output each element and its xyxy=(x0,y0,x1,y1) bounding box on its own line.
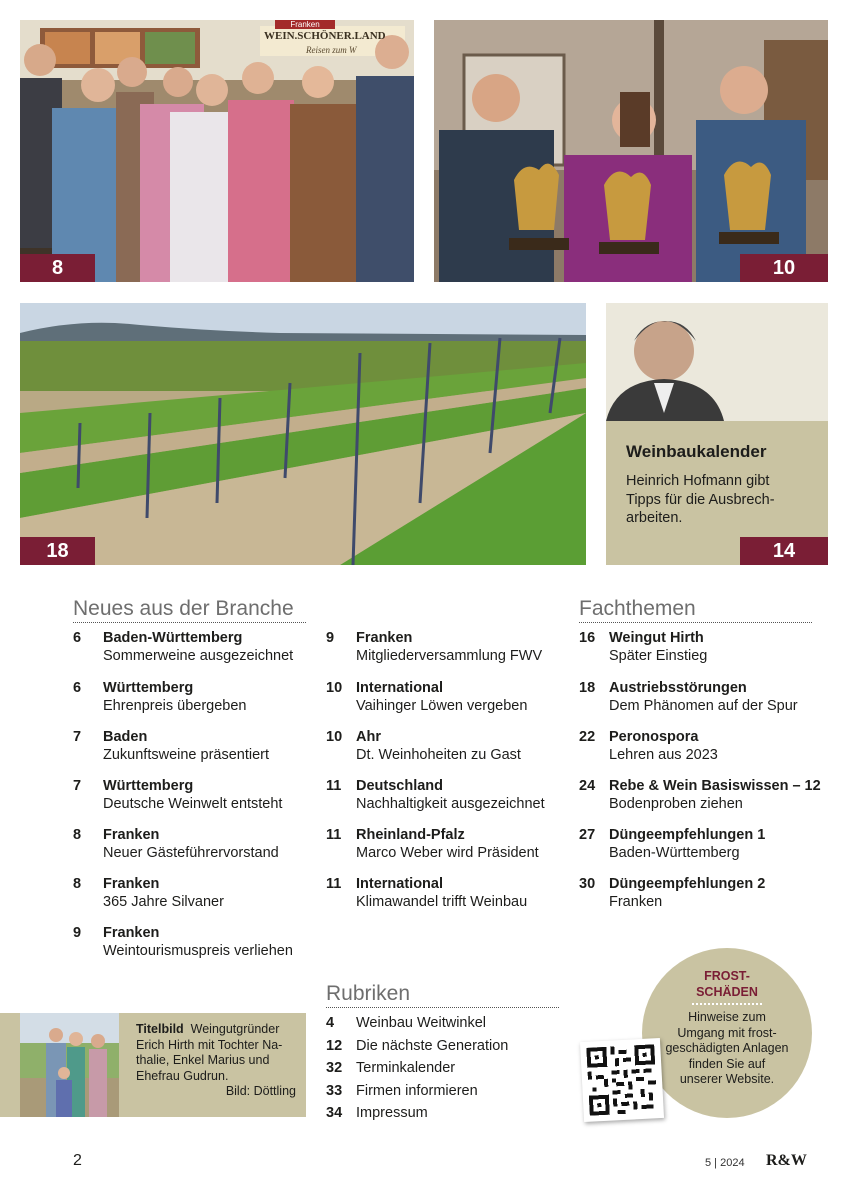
rubrik-page-number: 4 xyxy=(326,1015,335,1031)
toc-description: Weintourismuspreis verliehen xyxy=(103,943,293,959)
toc-description: Zukunftsweine präsentiert xyxy=(103,747,270,763)
toc-page-number: 9 xyxy=(73,925,82,941)
cover-thumbnail-illustration xyxy=(20,1013,119,1117)
page-number: 2 xyxy=(73,1152,82,1169)
toc-category: Franken xyxy=(356,630,413,646)
frost-text-line: Umgang mit frost- xyxy=(677,1025,777,1040)
rubrik-entry[interactable] xyxy=(326,1104,566,1122)
toc-category: Weingut Hirth xyxy=(609,630,704,646)
toc-description: Nachhaltigkeit ausgezeichnet xyxy=(356,796,545,812)
frost-divider xyxy=(692,1003,762,1005)
frost-text-line: geschädigten Anlagen xyxy=(665,1041,789,1055)
cover-text-line: Ehefrau Gudrun. xyxy=(136,1068,229,1083)
toc-description: Lehren aus 2023 xyxy=(609,747,718,763)
toc-entry[interactable] xyxy=(73,629,313,667)
toc-entry[interactable] xyxy=(73,826,313,864)
toc-entry[interactable] xyxy=(326,679,566,717)
toc-category: Franken xyxy=(103,925,160,941)
toc-page-number: 30 xyxy=(579,876,596,892)
frost-text-line: unserer Website. xyxy=(679,1072,775,1086)
frost-title-line: SCHÄDEN xyxy=(696,985,758,999)
toc-page-number: 9 xyxy=(326,630,335,646)
toc-entry[interactable] xyxy=(326,826,566,864)
toc-category: Franken xyxy=(103,827,160,843)
toc-description: Klimawandel trifft Weinbau xyxy=(356,894,528,910)
toc-entry[interactable] xyxy=(73,777,313,815)
toc-page-number: 11 xyxy=(326,827,342,843)
cover-text-line: Erich Hirth mit Tochter Na- xyxy=(136,1037,283,1052)
toc-entry[interactable] xyxy=(579,629,829,667)
rubrik-page-number: 12 xyxy=(326,1038,343,1054)
cover-label: Titelbild xyxy=(136,1022,184,1036)
photo-group-franken xyxy=(20,20,414,282)
toc-category: Austriebsstörungen xyxy=(609,680,747,696)
vineyard-photo-illustration xyxy=(20,303,586,565)
banner-line-1: WEIN.SCHÖNER.LAND xyxy=(264,30,386,42)
toc-category: Peronospora xyxy=(609,729,699,745)
toc-description: Neuer Gästeführervorstand xyxy=(103,845,279,861)
rubrik-entry[interactable] xyxy=(326,1014,566,1032)
photo-vineyard xyxy=(20,303,586,565)
rubrik-title: Impressum xyxy=(356,1105,428,1121)
feature-title: Weinbaukalender xyxy=(626,442,767,461)
rubrik-title: Die nächste Generation xyxy=(356,1038,509,1054)
toc-page-number: 7 xyxy=(73,729,82,745)
cover-info-box xyxy=(0,1013,306,1117)
toc-entry[interactable] xyxy=(579,826,829,864)
toc-page-number: 7 xyxy=(73,778,82,794)
group-photo-illustration xyxy=(20,20,414,282)
toc-description: Bodenproben ziehen xyxy=(609,796,743,812)
toc-description: Franken xyxy=(609,894,663,910)
rubrik-entry[interactable] xyxy=(326,1037,566,1055)
toc-category: Düngeempfehlungen 2 xyxy=(609,876,766,892)
section-title-fachthemen: Fachthemen xyxy=(579,597,812,623)
cover-credit: Bild: Döttling xyxy=(225,1084,296,1098)
toc-page-number: 8 xyxy=(73,876,82,892)
page-badge-10: 10 xyxy=(740,254,828,282)
cover-thumbnail xyxy=(20,1013,119,1117)
toc-category: Deutschland xyxy=(356,778,444,794)
toc-description: Mitgliederversammlung FWV xyxy=(356,648,543,664)
toc-entry[interactable] xyxy=(73,875,313,913)
portrait-illustration xyxy=(606,303,828,421)
toc-page-number: 10 xyxy=(326,729,343,745)
frost-text-line: Hinweise zum xyxy=(688,1010,766,1024)
rubrik-title: Weinbau Weitwinkel xyxy=(356,1015,487,1031)
page-badge-8: 8 xyxy=(20,254,95,282)
banner-line-2: Reisen zum W xyxy=(306,45,357,55)
page-badge-18: 18 xyxy=(20,537,95,565)
toc-entry[interactable] xyxy=(73,679,313,717)
qr-code-icon xyxy=(586,1044,657,1115)
toc-entry[interactable] xyxy=(579,728,829,766)
toc-category: Düngeempfehlungen 1 xyxy=(609,827,766,843)
rubrik-entry[interactable] xyxy=(326,1082,566,1100)
frost-title xyxy=(642,968,812,1000)
portrait-photo xyxy=(606,303,828,421)
toc-entry[interactable] xyxy=(326,629,566,667)
cover-text-line: thalie, Enkel Marius und xyxy=(136,1053,270,1067)
feature-text-line: arbeiten. xyxy=(626,510,683,526)
toc-category: Baden-Württemberg xyxy=(103,630,243,646)
toc-category: Ahr xyxy=(356,729,381,745)
toc-entry[interactable] xyxy=(73,924,313,962)
rubrik-page-number: 34 xyxy=(326,1105,343,1121)
toc-description: Vaihinger Löwen vergeben xyxy=(356,698,528,714)
toc-description: Später Einstieg xyxy=(609,648,708,664)
toc-description: Ehrenpreis übergeben xyxy=(103,698,247,714)
toc-page-number: 11 xyxy=(326,778,342,794)
toc-page-number: 18 xyxy=(579,680,596,696)
cover-caption xyxy=(136,1022,296,1100)
rubrik-page-number: 33 xyxy=(326,1083,343,1099)
toc-category: Württemberg xyxy=(103,680,194,696)
frost-damage-circle[interactable] xyxy=(642,948,812,1118)
frost-text xyxy=(642,1010,812,1088)
toc-category: Württemberg xyxy=(103,778,194,794)
toc-page-number: 22 xyxy=(579,729,596,745)
section-title-branche: Neues aus der Branche xyxy=(73,597,306,623)
toc-category: Baden xyxy=(103,729,148,745)
rubrik-page-number: 32 xyxy=(326,1060,343,1076)
toc-page-number: 10 xyxy=(326,680,343,696)
page-badge-14: 14 xyxy=(740,537,828,565)
toc-description: Dt. Weinhoheiten zu Gast xyxy=(356,747,521,763)
toc-description: Dem Phänomen auf der Spur xyxy=(609,698,798,714)
toc-description: 365 Jahre Silvaner xyxy=(103,894,224,910)
toc-category: Franken xyxy=(103,876,160,892)
toc-entry[interactable] xyxy=(73,728,313,766)
toc-page-number: 11 xyxy=(326,876,342,892)
toc-page-number: 8 xyxy=(73,827,82,843)
qr-code[interactable] xyxy=(580,1038,664,1122)
rubrik-title: Firmen informieren xyxy=(356,1083,478,1099)
photo-trophy-winners xyxy=(434,20,828,282)
toc-description: Sommerweine ausgezeichnet xyxy=(103,648,294,664)
trophy-photo-illustration xyxy=(434,20,828,282)
toc-entry[interactable] xyxy=(579,875,829,913)
toc-entry[interactable] xyxy=(326,777,566,815)
section-title-rubriken: Rubriken xyxy=(326,982,559,1008)
toc-page-number: 16 xyxy=(579,630,596,646)
frost-title-line: FROST- xyxy=(704,969,750,983)
feature-text-line: Tipps für die Ausbrech- xyxy=(626,491,775,508)
toc-category: Rheinland-Pfalz xyxy=(356,827,465,843)
toc-description: Marco Weber wird Präsident xyxy=(356,845,539,861)
feature-text-line: Heinrich Hofmann gibt xyxy=(626,473,770,489)
rubrik-entry[interactable] xyxy=(326,1059,566,1077)
toc-page-number: 24 xyxy=(579,778,596,794)
toc-description: Deutsche Weinwelt entsteht xyxy=(103,796,283,812)
toc-entry[interactable] xyxy=(326,875,566,913)
toc-entry[interactable] xyxy=(579,679,829,717)
issue-number: 5 | 2024 xyxy=(705,1157,745,1169)
banner-brand: Franken xyxy=(290,20,320,29)
toc-entry[interactable] xyxy=(579,777,829,815)
publication-logo: R&W xyxy=(766,1152,807,1169)
rubrik-title: Terminkalender xyxy=(356,1060,456,1076)
toc-page-number: 6 xyxy=(73,630,82,646)
toc-category: International xyxy=(356,876,444,892)
feature-text xyxy=(626,472,775,528)
toc-description: Baden-Württemberg xyxy=(609,845,740,861)
toc-page-number: 6 xyxy=(73,680,82,696)
toc-category: International xyxy=(356,680,444,696)
toc-entry[interactable] xyxy=(326,728,566,766)
frost-text-line: finden Sie auf xyxy=(688,1056,766,1071)
toc-page-number: 27 xyxy=(579,827,596,843)
cover-text-line: Weingutgründer xyxy=(190,1022,280,1036)
toc-category: Rebe & Wein Basiswissen – 12 xyxy=(609,778,821,794)
feature-weinbaukalender xyxy=(606,303,828,565)
